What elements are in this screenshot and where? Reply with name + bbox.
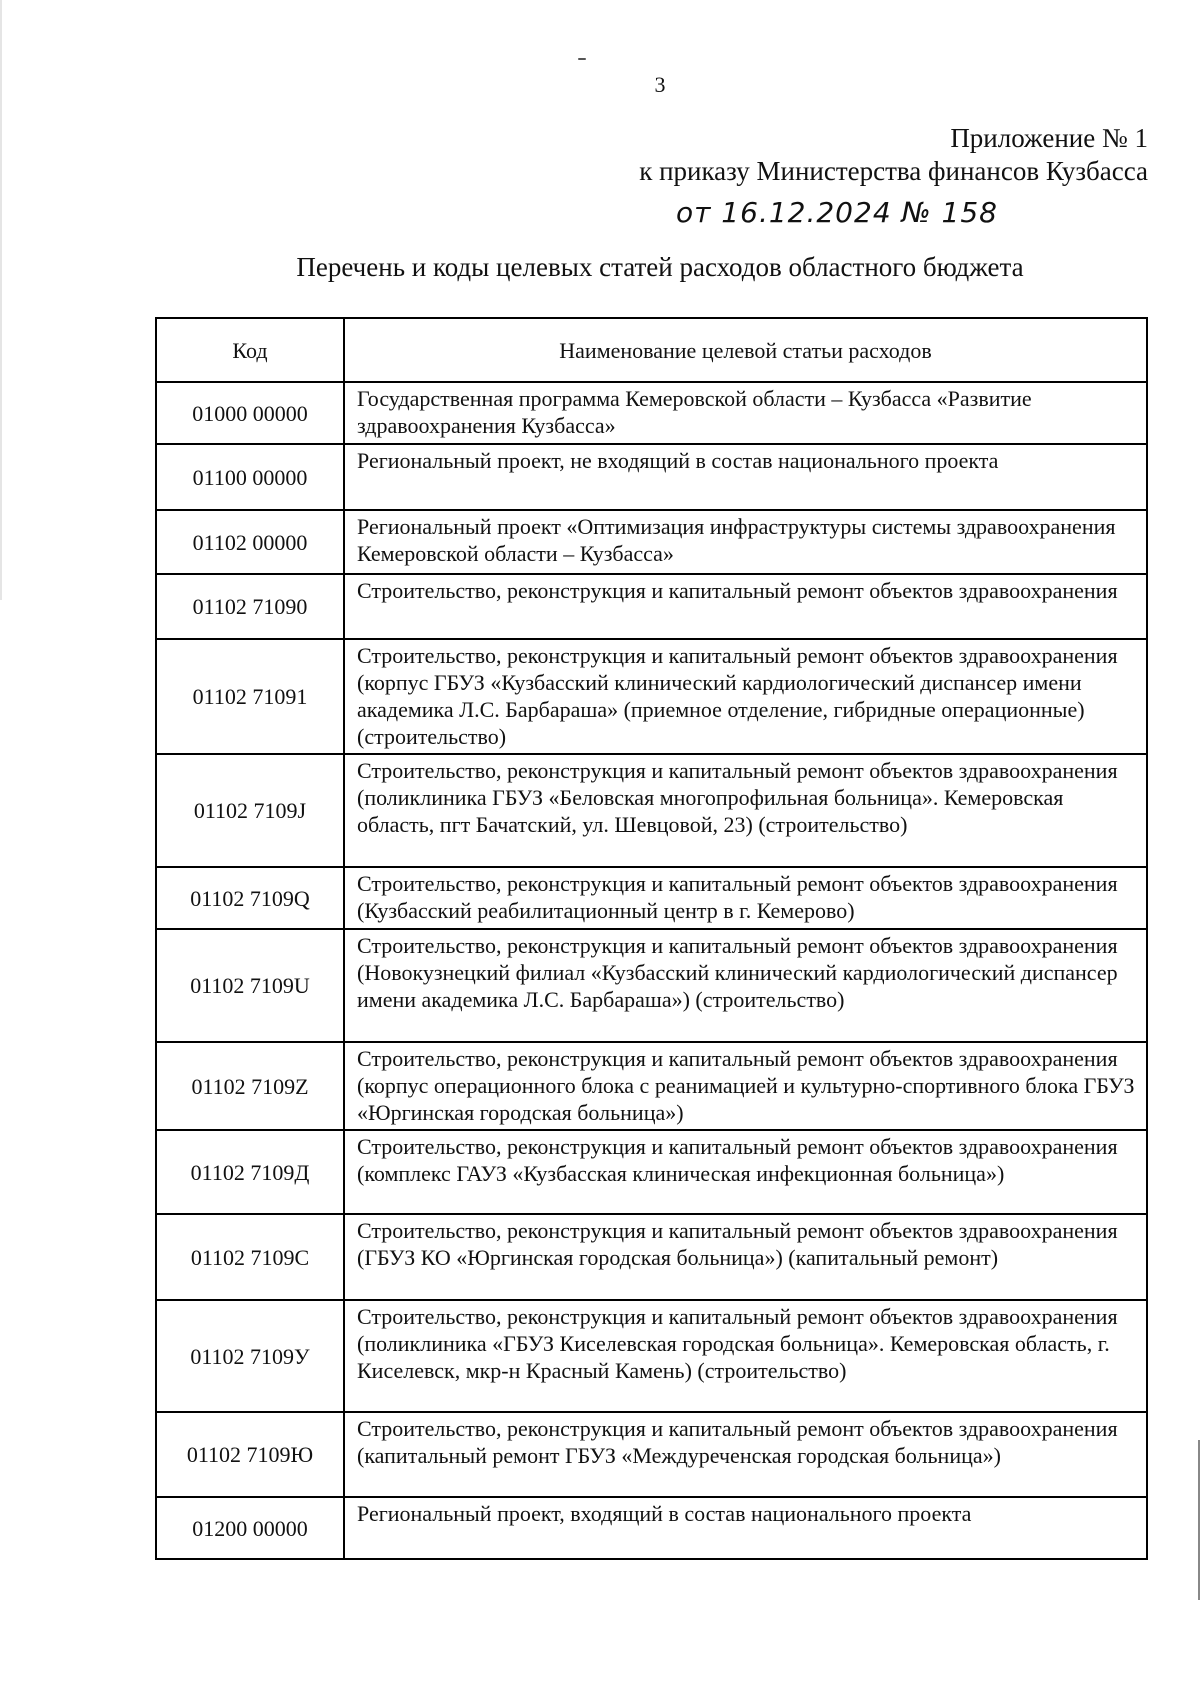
name-cell: Региональный проект, не входящий в состав национального проекта <box>344 444 1147 510</box>
name-cell: Строительство, реконструкция и капитальный ремонт объектов здравоохранения (поликлиника «ГБУЗ Киселевская городская больница». Кемеровская область, г. Киселевск, мкр-н Красный Камень) (строительство) <box>344 1300 1147 1412</box>
name-cell: Региональный проект, входящий в состав национального проекта <box>344 1497 1147 1559</box>
table-row <box>156 574 1147 639</box>
name-cell: Строительство, реконструкция и капитальный ремонт объектов здравоохранения (комплекс ГАУЗ «Кузбасская клиническая инфекционная больница») <box>344 1130 1147 1214</box>
table-row <box>156 639 1147 754</box>
table-row <box>156 929 1147 1042</box>
name-cell: Строительство, реконструкция и капитальный ремонт объектов здравоохранения (корпус операционного блока с реанимацией и культурно-спортивного блока ГБУЗ «Юргинская городская больница») <box>344 1042 1147 1130</box>
table-row <box>156 867 1147 929</box>
table-row <box>156 1130 1147 1214</box>
name-cell: Строительство, реконструкция и капитальный ремонт объектов здравоохранения (поликлиника ГБУЗ «Беловская многопрофильная больница». Кемеровская область, пгт Бачатский, ул. Шевцовой, 23) (строительство) <box>344 754 1147 867</box>
code-cell: 01102 7109Z <box>156 1042 344 1130</box>
code-cell: 01102 71090 <box>156 574 344 639</box>
table-header-row <box>156 318 1147 382</box>
table-row <box>156 1412 1147 1497</box>
code-cell: 01102 7109С <box>156 1214 344 1300</box>
code-cell: 01102 71091 <box>156 639 344 754</box>
table-row <box>156 1214 1147 1300</box>
column-header-code: Код <box>156 318 344 382</box>
code-cell: 01102 7109Д <box>156 1130 344 1214</box>
name-cell: Строительство, реконструкция и капитальный ремонт объектов здравоохранения <box>344 574 1147 639</box>
expense-codes-table <box>155 317 1148 1560</box>
table-row <box>156 1042 1147 1130</box>
table-row <box>156 510 1147 574</box>
code-cell: 01102 7109Ю <box>156 1412 344 1497</box>
table-row <box>156 754 1147 867</box>
name-cell: Строительство, реконструкция и капитальный ремонт объектов здравоохранения (ГБУЗ КО «Юргинская городская больница») (капитальный ремонт) <box>344 1214 1147 1300</box>
code-cell: 01200 00000 <box>156 1497 344 1559</box>
column-header-name: Наименование целевой статьи расходов <box>344 318 1147 382</box>
code-cell: 01102 7109U <box>156 929 344 1042</box>
code-cell: 01102 7109Q <box>156 867 344 929</box>
code-cell: 01102 00000 <box>156 510 344 574</box>
name-cell: Государственная программа Кемеровской области – Кузбасса «Развитие здравоохранения Кузбасса» <box>344 382 1147 444</box>
code-cell: 01102 7109J <box>156 754 344 867</box>
name-cell: Строительство, реконструкция и капитальный ремонт объектов здравоохранения (корпус ГБУЗ «Кузбасский клинический кардиологический диспансер имени академика Л.С. Барбараша» (приемное отделение, гибридные операционные) (строительство) <box>344 639 1147 754</box>
page-number: 3 <box>654 72 666 97</box>
table-row <box>156 444 1147 510</box>
table-row <box>156 1300 1147 1412</box>
code-cell: 01100 00000 <box>156 444 344 510</box>
name-cell: Строительство, реконструкция и капитальный ремонт объектов здравоохранения (Новокузнецкий филиал «Кузбасский клинический кардиологический диспансер имени академика Л.С. Барбараша») (строительство) <box>344 929 1147 1042</box>
handwritten-date-number: от 16.12.2024 № 158 <box>675 196 998 229</box>
name-cell: Региональный проект «Оптимизация инфраструктуры системы здравоохранения Кемеровской области – Кузбасса» <box>344 510 1147 574</box>
annex-order-reference: к приказу Министерства финансов Кузбасса <box>639 156 1148 186</box>
document-title: Перечень и коды целевых статей расходов областного бюджета <box>296 252 1024 282</box>
code-cell: 01000 00000 <box>156 382 344 444</box>
scan-mark <box>578 58 586 60</box>
table-row <box>156 1497 1147 1559</box>
annex-title: Приложение № 1 <box>950 123 1148 153</box>
name-cell: Строительство, реконструкция и капитальный ремонт объектов здравоохранения (Кузбасский реабилитационный центр в г. Кемерово) <box>344 867 1147 929</box>
annex-block <box>639 122 1148 229</box>
name-cell: Строительство, реконструкция и капитальный ремонт объектов здравоохранения (капитальный ремонт ГБУЗ «Междуреченская городская больница») <box>344 1412 1147 1497</box>
table-row <box>156 382 1147 444</box>
code-cell: 01102 7109У <box>156 1300 344 1412</box>
